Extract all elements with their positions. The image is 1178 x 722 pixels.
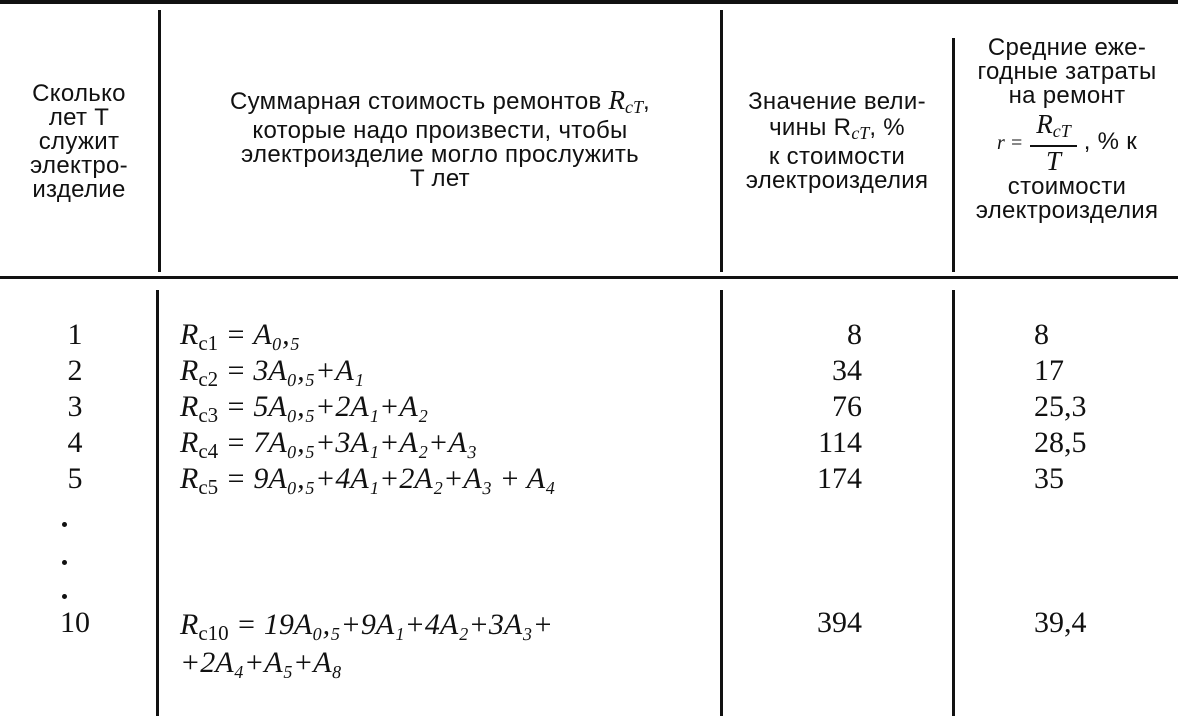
- header-symbol-r-letter: R: [608, 85, 626, 115]
- header-annual-line-5: стоимости: [1007, 173, 1127, 200]
- header-value-line-2: [726, 114, 948, 145]
- header-value-line-4: электроизделия: [745, 167, 929, 194]
- header-years-line: электро-: [30, 152, 128, 179]
- header-years-line: [8, 106, 150, 130]
- header-total-cost-line-3: электроизделие могло прослужить: [241, 141, 639, 168]
- column-divider-1-body: [156, 290, 159, 716]
- row-4-value: 114: [818, 426, 862, 459]
- header-value-line-3: к стоимости: [768, 143, 906, 170]
- header-years-line: Сколько: [32, 80, 126, 107]
- header-annual-pct: , % к: [1083, 127, 1138, 155]
- column-divider-3-body: [952, 290, 955, 716]
- header-value-text: чины R: [769, 114, 852, 141]
- header-bottom-rule: [0, 276, 1178, 279]
- header-annual-num-letter: R: [1036, 109, 1053, 139]
- row-4-annual: 28,5: [1034, 426, 1087, 459]
- row-4-formula-r: R: [180, 426, 199, 459]
- row-1-formula-rhs: = A₀,₅: [225, 318, 301, 351]
- header-total-cost: [170, 85, 710, 192]
- header-annual-num-sub: сT: [1052, 121, 1071, 141]
- row-1-years: 1: [67, 318, 83, 351]
- table-top-rule: [0, 0, 1178, 4]
- row-5-formula-sub: с5: [198, 475, 219, 499]
- header-total-cost-line-1: Суммарная стоимость ремонтов $R_{сT}$,: [230, 85, 650, 117]
- header-years-line: изделие: [32, 176, 126, 203]
- header-annual-fraction: [1030, 110, 1077, 175]
- row-10-annual: 39,4: [1034, 606, 1087, 639]
- ellipsis-dot: [62, 560, 67, 565]
- column-divider-1: [158, 10, 161, 272]
- header-symbol-r-sub: сT: [625, 97, 644, 117]
- row-1-annual: 8: [1034, 318, 1049, 351]
- header-symbol-r: [609, 85, 644, 115]
- row-1-value: 8: [847, 318, 862, 351]
- header-value-percent: [726, 90, 948, 193]
- ellipsis-dot: [62, 594, 67, 599]
- header-annual-line-3: на ремонт: [1008, 82, 1126, 109]
- row-10-formula-sub: с10: [198, 621, 229, 645]
- row-5-formula-rhs: = 9A₀,₅+4A₁+2A₂+A₃ + A₄: [225, 462, 556, 495]
- header-annual-cost: [958, 36, 1176, 223]
- row-1-formula-r: R: [180, 318, 199, 351]
- row-3-value: 76: [832, 390, 862, 423]
- row-10-formula: [180, 608, 553, 650]
- row-5-years: 5: [67, 462, 83, 495]
- row-4-formula-sub: с4: [198, 439, 219, 463]
- header-annual-formula: [958, 110, 1176, 175]
- row-10-formula-continued: [180, 646, 342, 680]
- ellipsis-dot: [62, 522, 67, 527]
- header-annual-line-6: электроизделия: [975, 197, 1159, 224]
- row-2-formula-rhs: = 3A₀,₅+A₁: [225, 354, 365, 387]
- row-10-value: 394: [817, 606, 862, 639]
- row-5-annual: 35: [1034, 462, 1064, 495]
- header-years: [8, 82, 150, 202]
- header-value-pct: , %: [869, 114, 905, 141]
- row-3-annual: 25,3: [1034, 390, 1087, 423]
- row-5-formula-r: R: [180, 462, 199, 495]
- row-3-formula-sub: с3: [198, 403, 219, 427]
- header-value-sub-wrap: [851, 111, 869, 141]
- row-2-years: 2: [67, 354, 83, 387]
- row-4-formula-rhs: = 7A₀,₅+3A₁+A₂+A₃: [225, 426, 478, 459]
- header-annual-denominator: T: [1045, 146, 1061, 176]
- row-2-formula-r: R: [180, 354, 199, 387]
- header-annual-r: r =: [996, 131, 1024, 154]
- row-2-annual: 17: [1034, 354, 1064, 387]
- column-divider-3: [952, 38, 955, 272]
- header-years-line: служит: [38, 128, 120, 155]
- row-10-years: 10: [60, 606, 90, 639]
- header-total-cost-line-2: которые надо произвести, чтобы: [252, 117, 628, 144]
- row-2-formula-sub: с2: [198, 367, 219, 391]
- row-10-formula-rhs2: +2A₄+A₅+A₈: [180, 646, 342, 679]
- header-annual-line-1: Средние еже-: [987, 34, 1147, 61]
- row-1-formula-sub: с1: [198, 331, 219, 355]
- row-4-years: 4: [67, 426, 83, 459]
- header-value-sub: сT: [851, 123, 870, 143]
- row-3-formula-rhs: = 5A₀,₅+2A₁+A₂: [225, 390, 429, 423]
- row-2-value: 34: [832, 354, 862, 387]
- column-divider-2: [720, 10, 723, 272]
- row-10-formula-rhs: = 19A₀,₅+9A₁+4A₂+3A₃+: [236, 608, 553, 641]
- header-value-line-1: Значение вели-: [748, 88, 926, 115]
- row-5-value: 174: [817, 462, 862, 495]
- header-annual-numerator: [1030, 110, 1077, 147]
- header-years-text: лет T: [48, 104, 110, 131]
- header-total-cost-line-4: T лет: [410, 165, 470, 192]
- row-3-years: 3: [67, 390, 83, 423]
- row-3-formula-r: R: [180, 390, 199, 423]
- header-annual-line-2: годные затраты: [977, 58, 1157, 85]
- row-10-formula-r: R: [180, 608, 199, 641]
- row-5-formula: [180, 462, 556, 504]
